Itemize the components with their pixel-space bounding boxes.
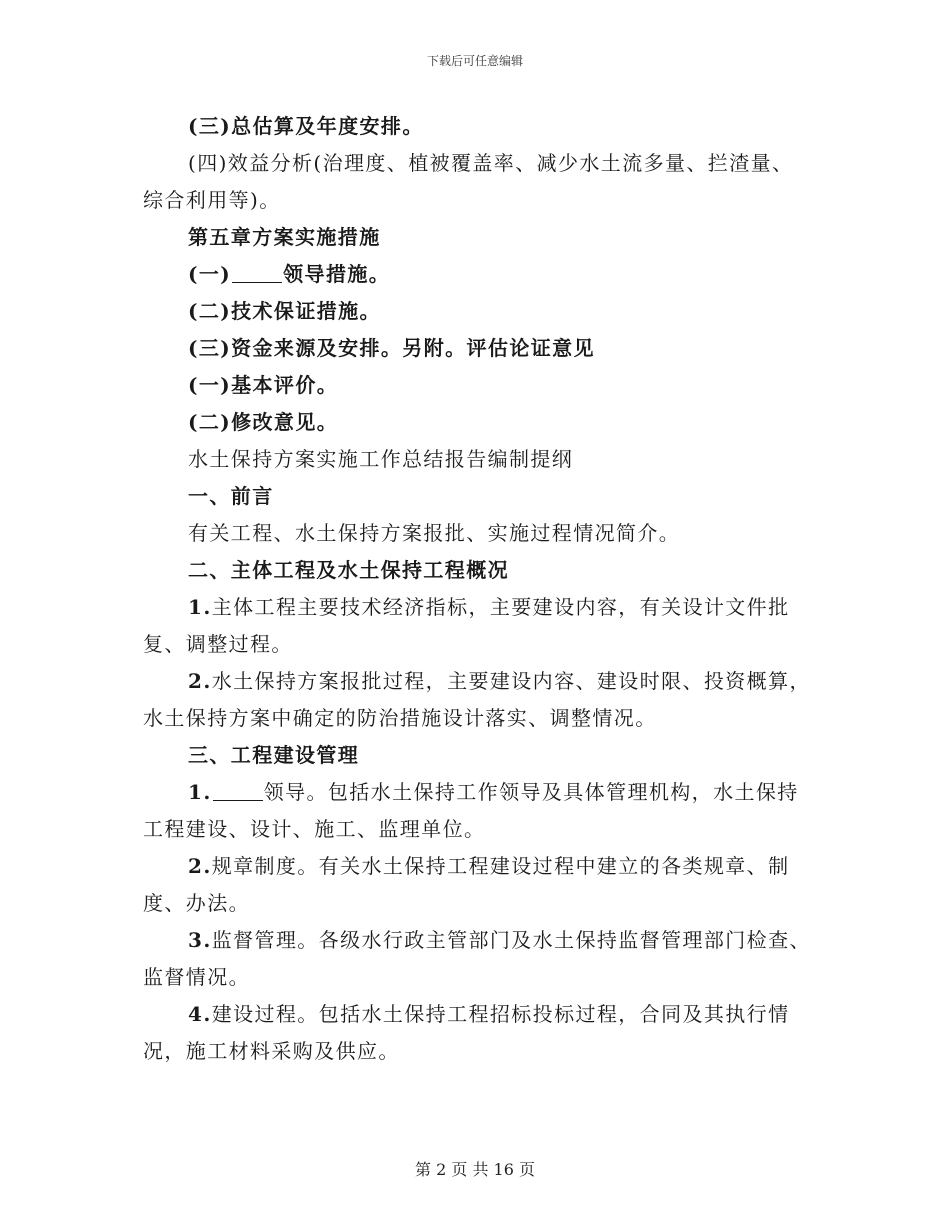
section-heading: (二)技术保证措施。 (188, 299, 381, 323)
paragraph-continuation: 度、办法。 (143, 891, 250, 915)
section-heading: (三)资金来源及安排。另附。评估论证意见 (188, 336, 595, 360)
numbered-paragraph (143, 774, 811, 811)
item-text: 水土保持方案报批过程，主要建设内容、建设时限、投资概算， (211, 669, 811, 693)
section-heading (143, 256, 811, 293)
paragraph-continuation: 监督情况。 (143, 965, 250, 989)
section-heading: 三、工程建设管理 (188, 743, 360, 767)
item-text: 监督管理。各级水行政主管部门及水土保持监督管理部门检查、 (211, 928, 811, 952)
blank-underline (232, 260, 282, 283)
page-footer: 第 2 页 共 16 页 (415, 1160, 535, 1179)
chapter-heading: 第五章方案实施措施 (188, 225, 381, 249)
numbered-paragraph (143, 848, 811, 885)
numbered-paragraph (143, 589, 811, 626)
paragraph-continuation: 综合利用等)。 (143, 188, 281, 212)
item-number: 1. (188, 780, 212, 804)
document-body (143, 108, 811, 1070)
section-heading: 一、前言 (188, 484, 274, 508)
item-text: 建设过程。包括水土保持工程招标投标过程，合同及其执行情 (211, 1002, 790, 1026)
item-number: 1. (188, 595, 212, 619)
item-number: 2. (188, 854, 212, 878)
item-number: 3. (188, 928, 212, 952)
paragraph: (四)效益分析(治理度、植被覆盖率、减少水土流多量、拦渣量、 (188, 151, 794, 175)
section-heading: 二、主体工程及水土保持工程概况 (188, 558, 509, 582)
numbered-paragraph (143, 663, 811, 700)
item-number: 2. (188, 669, 212, 693)
section-heading: (二)修改意见。 (188, 410, 339, 434)
numbered-paragraph (143, 922, 811, 959)
paragraph-continuation: 况，施工材料采购及供应。 (143, 1039, 400, 1063)
page-header: 下载后可任意编辑 (426, 54, 523, 68)
item-text: 规章制度。有关水土保持工程建设过程中建立的各类规章、制 (211, 854, 790, 878)
paragraph-continuation: 工程建设、设计、施工、监理单位。 (143, 817, 486, 841)
item-text: 领导措施。 (283, 262, 391, 286)
item-number: (一) (188, 262, 232, 286)
document-title: 水土保持方案实施工作总结报告编制提纲 (188, 447, 574, 471)
item-text: 领导。包括水土保持工作领导及具体管理机构，水土保持 (263, 780, 799, 804)
item-number: 4. (188, 1002, 212, 1026)
item-text: 主体工程主要技术经济指标，主要建设内容，有关设计文件批 (211, 595, 790, 619)
paragraph-continuation: 复、调整过程。 (143, 632, 293, 656)
paragraph-continuation: 水土保持方案中确定的防治措施设计落实、调整情况。 (143, 706, 657, 730)
section-heading: (一)基本评价。 (188, 373, 339, 397)
blank-underline (213, 778, 263, 801)
section-heading: (三)总估算及年度安排。 (188, 114, 424, 138)
paragraph: 有关工程、水土保持方案报批、实施过程情况简介。 (188, 521, 681, 545)
numbered-paragraph (143, 996, 811, 1033)
